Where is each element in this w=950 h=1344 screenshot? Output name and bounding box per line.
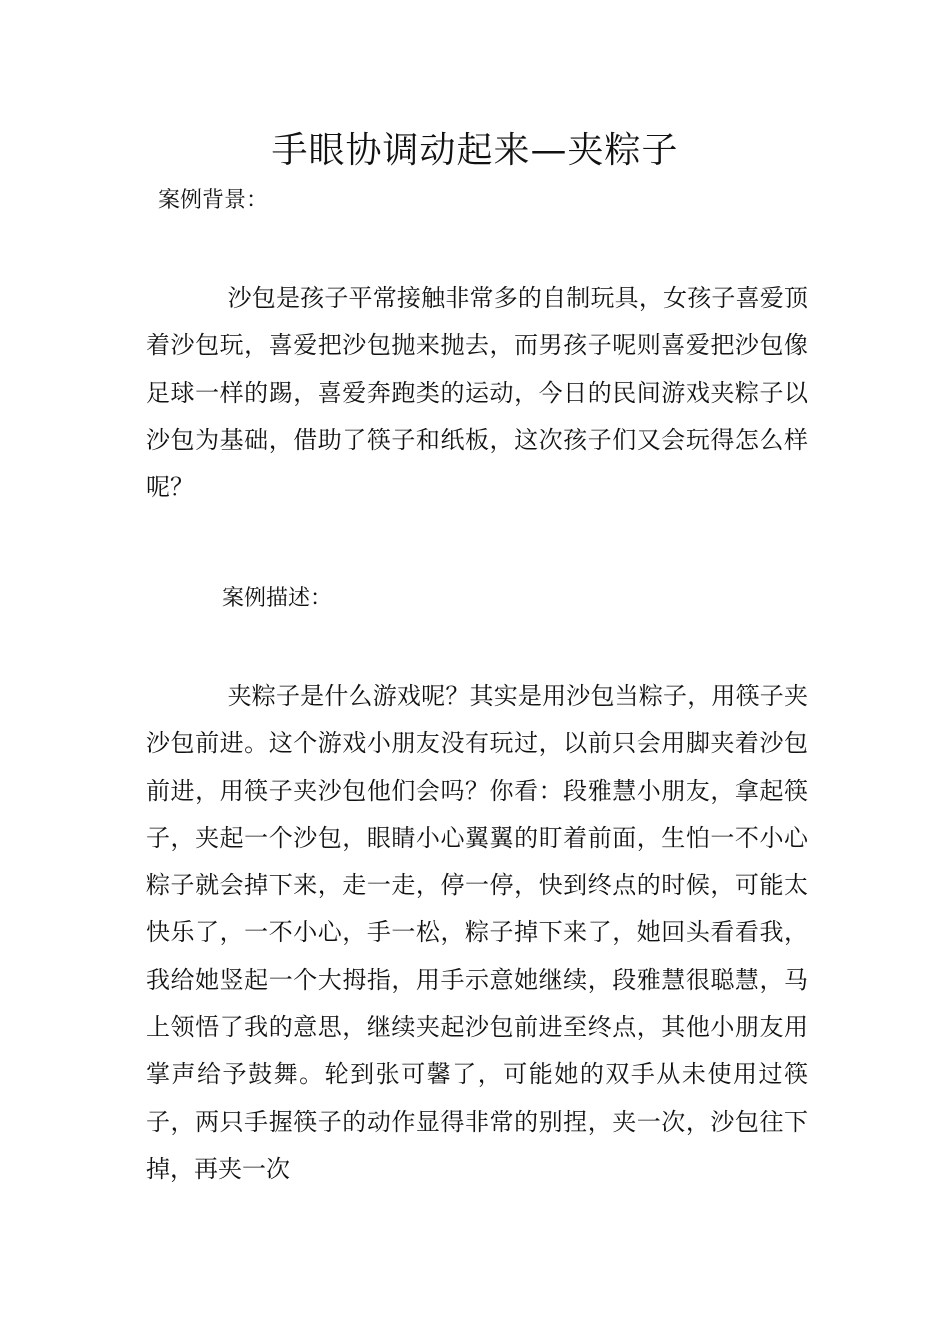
background-paragraph: 沙包是孩子平常接触非常多的自制玩具，女孩子喜爱顶着沙包玩，喜爱把沙包抛来抛去，而男孩子呢则喜爱把沙包像足球一样的踢，喜爱奔跑类的运动，今日的民间游戏夹粽子以沙包为基础，借助了筷子和纸板，这次孩子们又会玩得怎么样呢？	[146, 284, 808, 502]
document-title: 手眼协调动起来—夹粽子	[271, 130, 679, 171]
description-paragraph: 夹粽子是什么游戏呢？其实是用沙包当粽子，用筷子夹沙包前进。这个游戏小朋友没有玩过，以前只会用脚夹着沙包前进，用筷子夹沙包他们会吗？你看：段雅慧小朋友，拿起筷子，夹起一个沙包，眼睛小心翼翼的盯着前面，生怕一不小心粽子就会掉下来，走一走，停一停，快到终点的时候，可能太快乐了，一不小心，手一松，粽子掉下来了，她回头看看我，我给她竖起一个大拇指，用手示意她继续，段雅慧很聪慧，马上领悟了我的意思，继续夹起沙包前进至终点，其他小朋友用掌声给予鼓舞。轮到张可馨了，可能她的双手从未使用过筷子，两只手握筷子的动作显得非常的别捏，夹一次，沙包往下掉，再夹一次	[146, 682, 808, 1183]
section-label-description: 案例描述：	[222, 586, 333, 611]
section-label-background: 案例背景：	[158, 188, 269, 213]
